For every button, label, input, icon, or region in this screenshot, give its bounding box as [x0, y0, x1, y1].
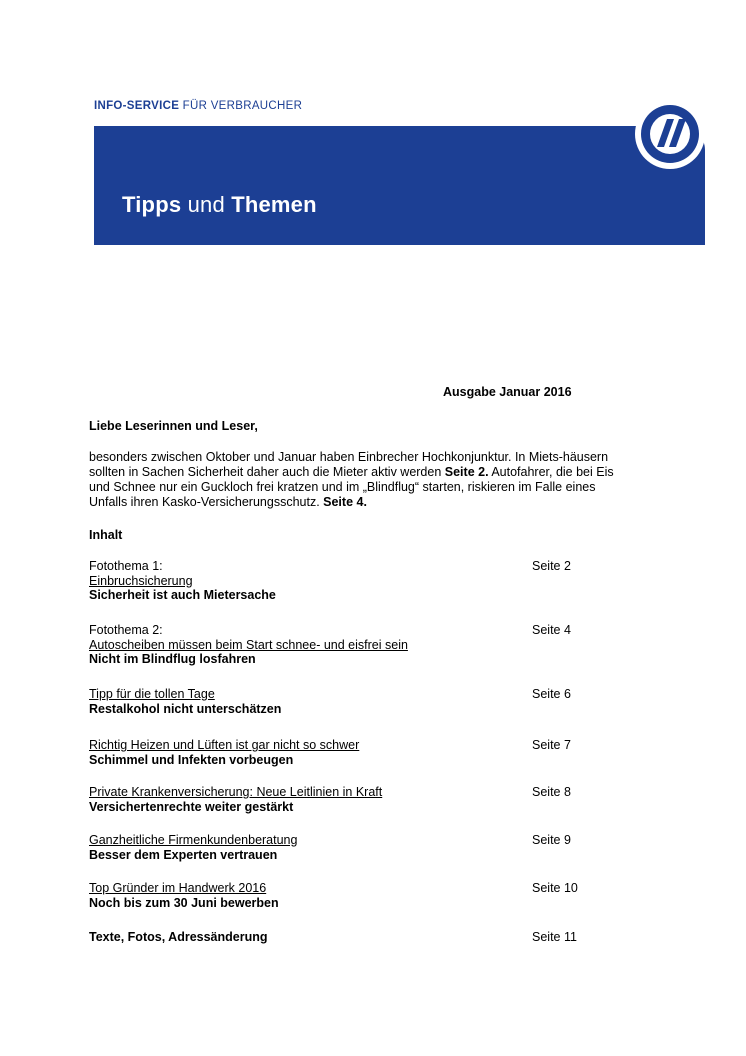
- toc-item-subtitle: Besser dem Experten vertrauen: [89, 847, 278, 862]
- issue-label: Ausgabe Januar 2016: [443, 385, 572, 399]
- title-word-tipps: Tipps: [122, 192, 182, 217]
- toc-item-link[interactable]: Top Gründer im Handwerk 2016: [89, 881, 267, 895]
- toc-item-subtitle: Texte, Fotos, Adressänderung: [89, 930, 268, 944]
- kicker-rest: FÜR VERBRAUCHER: [179, 100, 303, 112]
- kicker-bold: INFO-SERVICE: [94, 100, 180, 112]
- intro-text-2: Autofahrer, die bei Eis und Schnee nur ein Guckloch frei kratzen und im „Blindflug“ starten, riskieren im Falle eines Unfalls ihren Kasko-Versicherungsschutz.: [89, 465, 614, 509]
- greeting: Liebe Leserinnen und Leser,: [89, 419, 258, 433]
- toc-item: [89, 785, 589, 814]
- intro-ref-1: Seite 2.: [444, 465, 489, 479]
- toc-item-prefix: Fotothema 2:: [89, 623, 163, 637]
- toc-item-link[interactable]: Einbruchsicherung: [89, 573, 193, 588]
- toc-item-link[interactable]: Private Krankenversicherung: Neue Leitlinien in Kraft: [89, 785, 383, 799]
- toc-item-page: Seite 2: [532, 559, 571, 573]
- toc-item-link[interactable]: Autoscheiben müssen beim Start schnee- und eisfrei sein: [89, 637, 408, 652]
- toc-item-subtitle: Restalkohol nicht unterschätzen: [89, 701, 282, 716]
- header-kicker: [94, 100, 302, 112]
- toc-item-link[interactable]: Tipp für die tollen Tage: [89, 687, 215, 701]
- toc-item: [89, 623, 589, 667]
- intro-ref-2: Seite 4.: [323, 495, 367, 509]
- toc-item-subtitle: Noch bis zum 30 Juni bewerben: [89, 895, 279, 910]
- toc-item-link[interactable]: Richtig Heizen und Lüften ist gar nicht so schwer: [89, 738, 360, 752]
- toc-item-subtitle: Nicht im Blindflug losfahren: [89, 652, 256, 666]
- toc-item-page: Seite 8: [532, 785, 571, 799]
- toc-item: [89, 687, 589, 716]
- toc-item-subtitle: Versichertenrechte weiter gestärkt: [89, 799, 294, 814]
- intro-text-1: besonders zwischen Oktober und Januar haben Einbrecher Hochkonjunktur. In Miets-häusern sollten in Sachen Sicherheit daher auch die Mieter aktiv werden: [89, 450, 609, 479]
- brand-logo-icon: [633, 97, 707, 171]
- banner-title: [122, 192, 317, 218]
- title-word-themen: Themen: [231, 192, 317, 217]
- header-banner: [94, 126, 705, 245]
- toc-heading: Inhalt: [89, 528, 123, 542]
- toc-item-page: Seite 11: [532, 930, 577, 944]
- toc-item-page: Seite 4: [532, 623, 571, 637]
- toc-item: [89, 930, 589, 945]
- toc-item: [89, 833, 589, 862]
- toc-item-subtitle: Schimmel und Infekten vorbeugen: [89, 752, 294, 767]
- toc-item-page: Seite 6: [532, 687, 571, 701]
- toc-item-page: Seite 9: [532, 833, 571, 847]
- toc-item-subtitle: Sicherheit ist auch Mietersache: [89, 588, 276, 602]
- toc-item-page: Seite 10: [532, 881, 578, 895]
- toc-item: [89, 738, 589, 767]
- toc-item-prefix: Fotothema 1:: [89, 559, 163, 573]
- toc-item-page: Seite 7: [532, 738, 571, 752]
- toc-item-link[interactable]: Ganzheitliche Firmenkundenberatung: [89, 833, 298, 847]
- title-word-und: und: [181, 192, 232, 217]
- intro-paragraph: [89, 450, 629, 510]
- toc-item: [89, 559, 589, 603]
- toc-item: [89, 881, 589, 910]
